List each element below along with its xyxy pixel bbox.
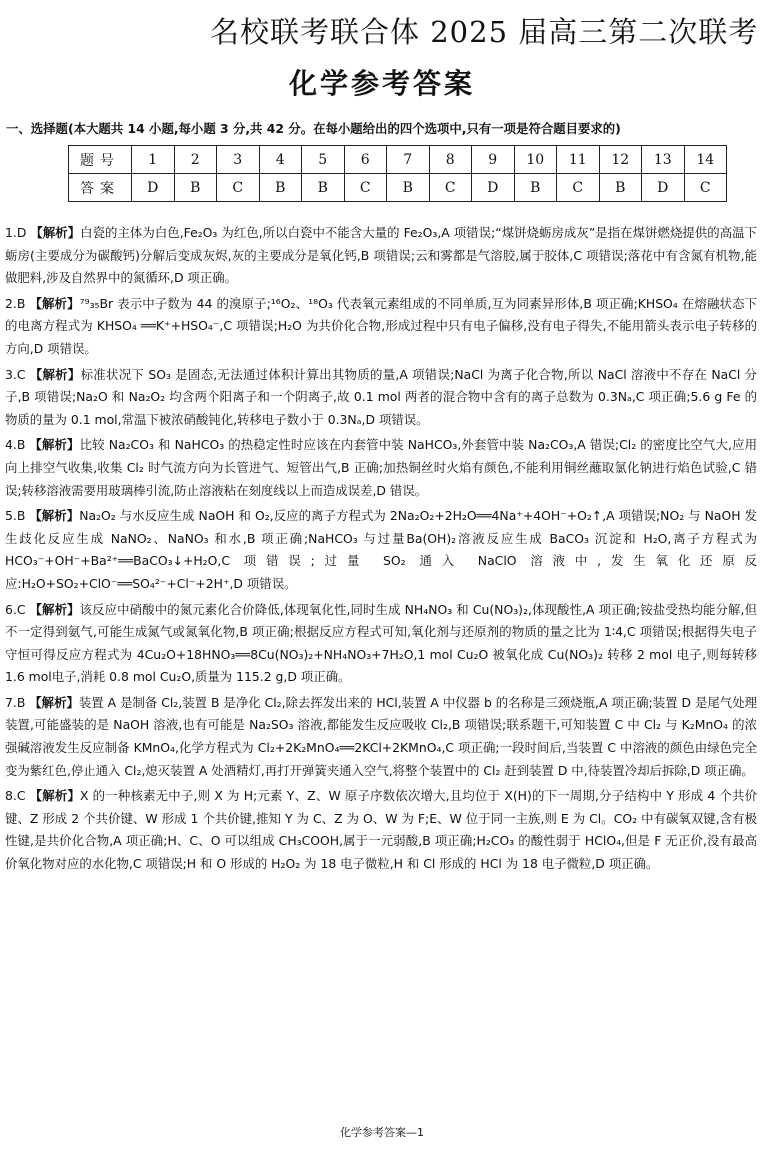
analysis-tag: 【解析】: [29, 437, 80, 453]
question-number: 4: [259, 146, 302, 174]
section-heading: 一、选择题(本大题共 14 小题,每小题 3 分,共 42 分。在每小题给出的四个选项中,只有一项是符合题目要求的): [6, 121, 621, 136]
question-number: 11: [557, 146, 600, 174]
analysis-tag: 【解析】: [30, 225, 81, 240]
explanation-item: [5, 785, 757, 875]
explanation-text: 装置 A 是制备 Cl₂,装置 B 是净化 Cl₂,除去挥发出来的 HCl,装置 A 中仪器 b 的名称是三颈烧瓶,A 项正确;装置 D 是尾气处理装置,可能盛装的是 NaOH 溶液,也有可能是 Na₂SO₃ 溶液,都能发生反应吸收 Cl₂,B 项错误;联系题干,可知装置 C 中 Cl₂ 与 K₂MnO₄ 的浓强碱溶液发生反应制备 KMnO₄,化学方程式为 Cl₂+2K₂MnO₄══2KCl+2KMnO₄,C 项正确;一段时间后,当装置 C 中溶液的颜色由绿色完全变为紫红色,停止通入 Cl₂,熄灭装置 A 处酒精灯,再打开弹簧夹通入空气,将整个装置中的 Cl₂ 赶到装置 D 中,待装置冷却后拆除,D 项正确。: [5, 694, 757, 778]
explanation-item: [5, 364, 757, 432]
item-number: 3.C: [5, 366, 26, 382]
question-number: 13: [642, 146, 685, 174]
answer-letter: B: [599, 174, 642, 202]
item-number: 2.B: [5, 295, 26, 311]
question-number: 1: [132, 146, 175, 174]
explanation-item: [5, 692, 757, 782]
question-number-row: [69, 146, 727, 174]
item-number: 4.B: [5, 437, 26, 453]
question-number: 8: [429, 146, 472, 174]
explanation-item: [5, 222, 757, 290]
explanation-text: Na₂O₂ 与水反应生成 NaOH 和 O₂,反应的离子方程式为 2Na₂O₂+2H₂O══4Na⁺+4OH⁻+O₂↑,A 项错误;NO₂ 与 NaOH 发生歧化反应生成 NaNO₂、NaNO₃ 和水,B 项正确;NaHCO₃ 与过量Ba(OH)₂溶液反应生成 BaCO₃ 沉淀和 H₂O,离子方程式为 HCO₃⁻+OH⁻+Ba²⁺══BaCO₃↓+H₂O,C 项错误;过量 SO₂ 通入 NaClO 溶液中,发生氧化还原反应:H₂O+SO₂+ClO⁻══SO₄²⁻+Cl⁻+2H⁺,D 项错误。: [5, 508, 757, 591]
analysis-tag: 【解析】: [29, 788, 81, 804]
answer-letter: B: [514, 174, 557, 202]
question-number: 9: [472, 146, 515, 174]
page-footer: 化学参考答案—1: [340, 1126, 424, 1139]
explanation-text: 比较 Na₂CO₃ 和 NaHCO₃ 的热稳定性时应该在内套管中装 NaHCO₃,外套管中装 Na₂CO₃,A 错误;Cl₂ 的密度比空气大,应用向上排空气收集,收集 Cl₂ 时气流方向为长管进气、短管出气,B 正确;加热铜丝时火焰有颜色,不能利用铜丝蘸取氯化钠进行焰色试验,C 错误;转移溶液需要用玻璃棒引流,防止溶液粘在刻度线以上而造成误差,D 错误。: [5, 437, 757, 498]
answer-letter: B: [259, 174, 302, 202]
item-number: 1.D: [5, 225, 27, 240]
answer-letter: C: [557, 174, 600, 202]
row-label-number: 题号: [69, 146, 132, 174]
explanation-item: [5, 505, 757, 595]
explanation-text: 标准状况下 SO₃ 是固态,无法通过体积计算出其物质的量,A 项错误;NaCl 为离子化合物,所以 NaCl 溶液中不存在 NaCl 分子,B 项错误;Na₂O 和 Na₂O₂ 均含两个阳离子和一个阴离子,故 0.1 mol 两者的混合物中含有的离子总数为 0.3Nₐ,C 项正确;5.6 g Fe 的物质的量为 0.1 mol,常温下被浓硝酸钝化,转移电子数小于 0.3Nₐ,D 项错误。: [5, 366, 758, 427]
answer-letter: C: [429, 174, 472, 202]
answer-letter: B: [302, 174, 345, 202]
question-number: 6: [344, 146, 387, 174]
explanation-item: [5, 293, 757, 361]
explanation-item: [5, 599, 757, 689]
explanation-text: 该反应中硝酸中的氮元素化合价降低,体现氧化性,同时生成 NH₄NO₃ 和 Cu(NO₃)₂,体现酸性,A 项正确;铵盐受热均能分解,但不一定得到氨气,可能生成氮气或氮氧化物,B 项正确;根据反应方程式可知,氧化剂与还原剂的物质的量之比为 1∶4,C 项错误;根据得失电子守恒可得反应方程式为 4Cu₂O+18HNO₃══8Cu(NO₃)₂+NH₄NO₃+7H₂O,1 mol Cu₂O 被氧化成 Cu(NO₃)₂ 转移 2 mol 电子,则每转移 1.6 mol电子,消耗 0.8 mol Cu₂O,质量为 115.2 g,D 项正确。: [5, 601, 757, 685]
answer-letter: C: [344, 174, 387, 202]
analysis-tag: 【解析】: [29, 694, 79, 710]
answer-letter: C: [684, 174, 727, 202]
question-number: 3: [217, 146, 260, 174]
analysis-tag: 【解析】: [29, 601, 80, 617]
question-number: 10: [514, 146, 557, 174]
answer-letter: D: [472, 174, 515, 202]
exam-title: 名校联考联合体 2025 届高三第二次联考: [210, 15, 759, 49]
question-number: 14: [684, 146, 727, 174]
answer-letter: C: [217, 174, 260, 202]
item-number: 8.C: [5, 788, 26, 804]
analysis-tag: 【解析】: [29, 295, 80, 311]
question-number: 5: [302, 146, 345, 174]
answer-letter: B: [387, 174, 430, 202]
explanations-list: [5, 222, 757, 879]
question-number: 12: [599, 146, 642, 174]
answer-letter: D: [132, 174, 175, 202]
explanation-text: X 的一种核素无中子,则 X 为 H;元素 Y、Z、W 原子序数依次增大,且均位于 X(H)的下一周期,分子结构中 Y 形成 4 个共价键、Z 形成 2 个共价键、W 形成 1 个共价键,推知 Y 为 C、Z 为 O、W 为 F;E、W 位于同一主族,则 E 为 Cl。CO₂ 中有碳氧双键,含有极性键,是共价化合物,A 项正确;H、C、O 可以组成 CH₃COOH,属于一元弱酸,B 项正确;H₂CO₃ 的酸性弱于 HClO₄,但是 F 无正价,没有最高价氧化物对应的水化物,C 项错误;H 和 O 形成的 H₂O₂ 为 18 电子微粒,H 和 Cl 形成的 HCl 为 18 电子微粒,D 项正确。: [5, 788, 758, 872]
explanation-item: [5, 434, 757, 502]
item-number: 7.B: [5, 694, 26, 710]
analysis-tag: 【解析】: [29, 366, 81, 382]
item-number: 6.C: [5, 601, 26, 617]
answer-key-table: [68, 145, 727, 202]
explanation-text: 白瓷的主体为白色,Fe₂O₃ 为红色,所以白瓷中不能含大量的 Fe₂O₃,A 项错误;“煤饼烧蛎房成灰”是指在煤饼燃烧提供的高温下蛎房(主要成分为碳酸钙)分解后变成灰烬,灰的主要成分是氧化钙,B 项错误;云和雾都是气溶胶,属于胶体,C 项错误;落花中有含氮有机物,能做肥料,涉及自然界中的氮循环,D 项正确。: [5, 225, 758, 286]
explanation-text: ⁷⁹₃₅Br 表示中子数为 44 的溴原子;¹⁶O₂、¹⁸O₃ 代表氧元素组成的不同单质,互为同素异形体,B 项正确;KHSO₄ 在熔融状态下的电离方程式为 KHSO₄ ══K⁺+HSO₄⁻,C 项错误;H₂O 为共价化合物,形成过程中只有电子偏移,没有电子得失,不能用箭头表示电子转移的方向,D 项错误。: [5, 295, 758, 356]
question-number: 2: [174, 146, 217, 174]
question-number: 7: [387, 146, 430, 174]
answer-letter: B: [174, 174, 217, 202]
answer-letter: D: [642, 174, 685, 202]
answer-row: [69, 174, 727, 202]
document-subtitle: 化学参考答案: [288, 67, 475, 100]
analysis-tag: 【解析】: [29, 508, 80, 524]
item-number: 5.B: [5, 508, 26, 524]
row-label-answer: 答案: [69, 174, 132, 202]
